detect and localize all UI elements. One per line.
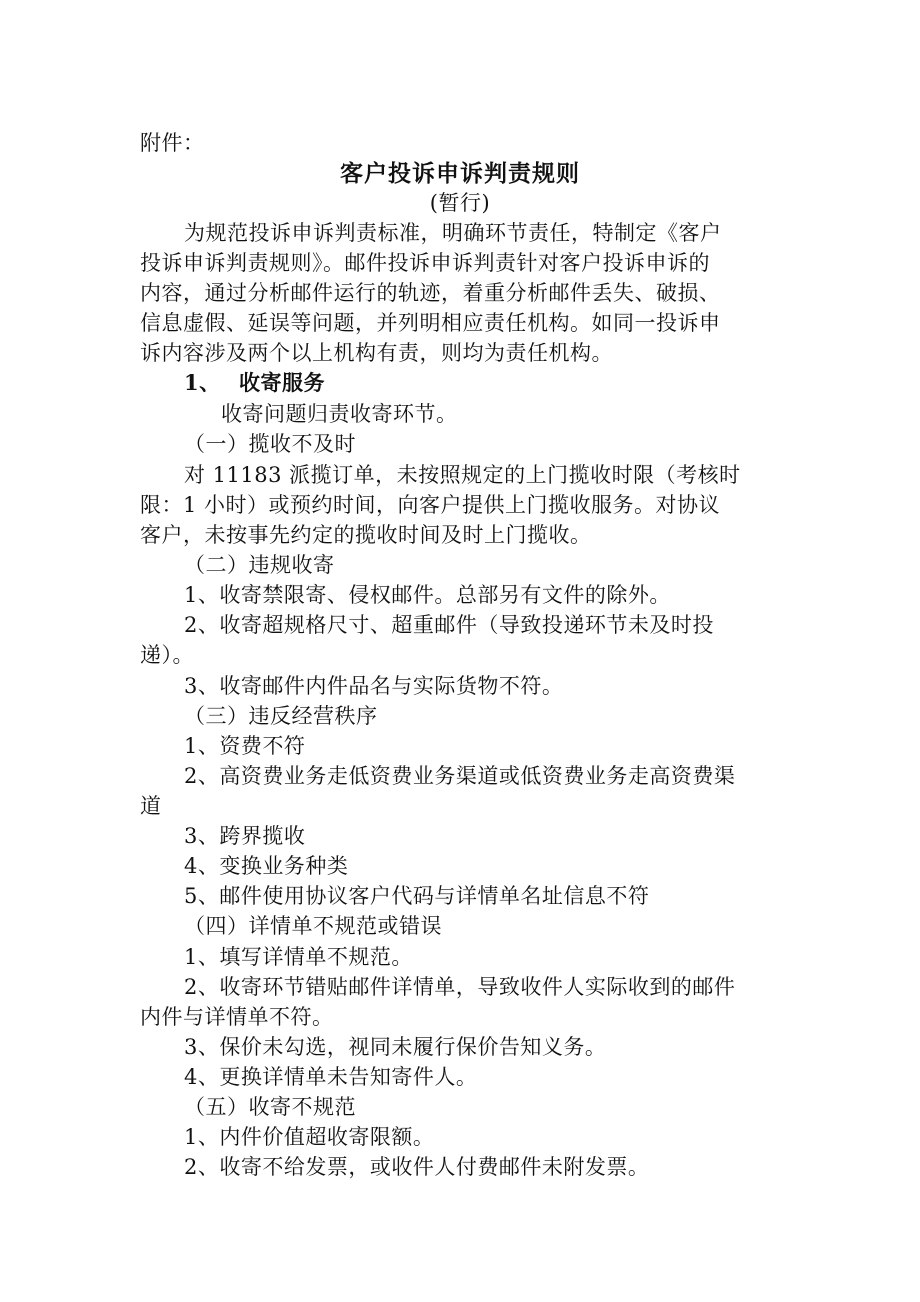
list-item: 1、收寄禁限寄、侵权邮件。总部另有文件的除外。 [184,583,671,607]
section-title: 收寄服务 [239,370,325,395]
section-summary: 收寄问题归责收寄环节。 [221,402,458,426]
list-item: 3、收寄邮件内件品名与实际货物不符。 [184,674,564,698]
list-item: 3、保价未勾选，视同未履行保价告知义务。 [184,1035,607,1059]
subsection-heading: （三）违反经营秩序 [184,704,378,728]
paragraph-line: 限：1 小时）或预约时间，向客户提供上门揽收服务。对协议 [140,493,721,517]
list-item: 1、内件价值超收寄限额。 [184,1125,435,1149]
document-subtitle: (暂行) [429,191,491,215]
subsection-heading: （五）收寄不规范 [184,1095,356,1119]
list-item: 3、跨界揽收 [184,824,306,848]
list-item: 递）。 [140,643,194,667]
list-item: 5、邮件使用协议客户代码与详情单名址信息不符 [184,884,650,908]
intro-line: 信息虚假、延误等问题，并列明相应责任机构。如同一投诉申 [140,311,721,335]
list-item: 4、变换业务种类 [184,854,349,878]
section-number: 1、 [184,370,221,395]
subsection-heading: （四）详情单不规范或错误 [184,914,442,938]
list-item: 2、高资费业务走低资费业务渠道或低资费业务走高资费渠 [184,764,736,788]
paragraph-line: 客户，未按事先约定的揽收时间及时上门揽收。 [140,523,592,547]
list-item: 道 [140,794,162,818]
list-item: 4、更换详情单未告知寄件人。 [184,1065,478,1089]
intro-line: 投诉申诉判责规则》。邮件投诉申诉判责针对客户投诉申诉的 [140,251,710,275]
list-item: 1、资费不符 [184,734,306,758]
intro-line: 为规范投诉申诉判责标准，明确环节责任，特制定《客户 [184,221,722,245]
section-heading [184,368,325,398]
attachment-label: 附件： [140,131,205,155]
list-item: 2、收寄超规格尺寸、超重邮件（导致投递环节未及时投 [184,613,714,637]
list-item: 2、收寄环节错贴邮件详情单，导致收件人实际收到的邮件 [184,975,736,999]
paragraph-line: 对 11183 派揽订单，未按照规定的上门揽收时限（考核时 [184,463,741,487]
intro-line: 内容，通过分析邮件运行的轨迹，着重分析邮件丢失、破损、 [140,281,721,305]
list-item: 2、收寄不给发票，或收件人付费邮件未附发票。 [184,1155,650,1179]
document-title: 客户投诉申诉判责规则 [340,160,580,187]
subsection-heading: （一）揽收不及时 [184,432,356,456]
list-item: 1、填写详情单不规范。 [184,945,413,969]
list-item: 内件与详情单不符。 [140,1005,334,1029]
subsection-heading: （二）违规收寄 [184,553,335,577]
intro-line: 诉内容涉及两个以上机构有责，则均为责任机构。 [140,341,613,365]
